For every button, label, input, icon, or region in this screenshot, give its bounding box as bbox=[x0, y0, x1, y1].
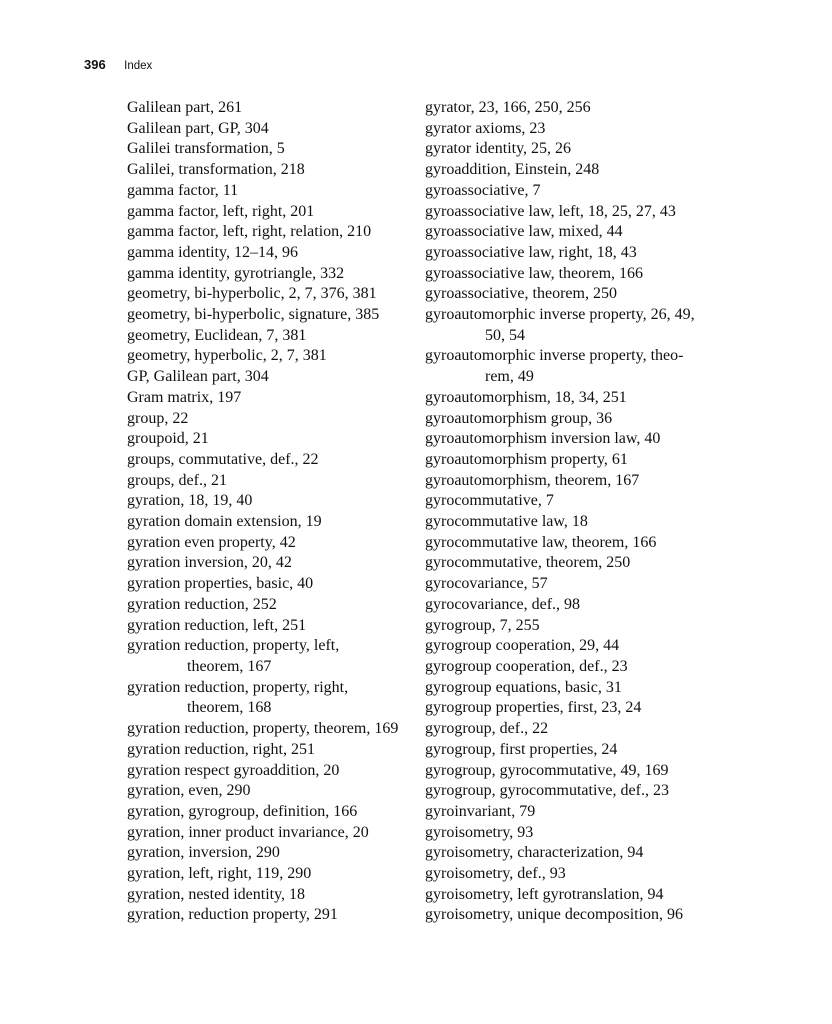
index-entry: gyroautomorphism inversion law, 40 bbox=[425, 430, 661, 448]
index-entry: gyration, nested identity, 18 bbox=[127, 885, 306, 903]
index-column-right bbox=[425, 98, 715, 926]
index-entry: gyroisometry, unique decomposition, 96 bbox=[425, 906, 684, 924]
index-entry: gyroautomorphic inverse property, 26, 49, bbox=[425, 306, 695, 324]
page-number: 396 bbox=[84, 57, 106, 72]
index-entry: gyrogroup, 7, 255 bbox=[425, 616, 540, 634]
index-entry: gyration, gyrogroup, definition, 166 bbox=[127, 802, 358, 820]
index-entry: group, 22 bbox=[127, 409, 189, 427]
index-entry: gyration reduction, property, right, bbox=[127, 678, 349, 696]
index-entry: gyrator axioms, 23 bbox=[425, 119, 546, 137]
index-entry: gyroisometry, left gyrotranslation, 94 bbox=[425, 885, 664, 903]
index-entry: geometry, bi-hyperbolic, signature, 385 bbox=[127, 306, 380, 324]
index-entry: gyration reduction, right, 251 bbox=[127, 740, 315, 758]
index-entry: gyroisometry, 93 bbox=[425, 823, 534, 841]
index-entry-continuation: theorem, 167 bbox=[187, 657, 272, 675]
index-entry: gyrogroup, gyrocommutative, 49, 169 bbox=[425, 761, 669, 779]
index-entry: gyrocommutative, theorem, 250 bbox=[425, 554, 631, 572]
index-entry: gamma identity, 12–14, 96 bbox=[127, 243, 298, 261]
index-entry: gyroinvariant, 79 bbox=[425, 802, 536, 820]
index-entry: Galilean part, 261 bbox=[127, 99, 243, 116]
index-entry: geometry, hyperbolic, 2, 7, 381 bbox=[127, 347, 327, 365]
index-entry-continuation: 50, 54 bbox=[485, 326, 525, 344]
index-entry: groupoid, 21 bbox=[127, 430, 209, 448]
index-entry: gyrogroup properties, first, 23, 24 bbox=[425, 699, 642, 717]
index-entry: gyrocommutative law, 18 bbox=[425, 513, 588, 531]
index-entry: gamma factor, left, right, relation, 210 bbox=[127, 223, 372, 241]
index-entry: Galilei transformation, 5 bbox=[127, 140, 285, 158]
index-entry: gyration respect gyroaddition, 20 bbox=[127, 761, 340, 779]
index-entry: gyration, inversion, 290 bbox=[127, 844, 280, 862]
index-entry: GP, Galilean part, 304 bbox=[127, 368, 269, 386]
index-entry: gyrator identity, 25, 26 bbox=[425, 140, 572, 158]
index-entry: gyroisometry, def., 93 bbox=[425, 865, 566, 883]
index-entry: gyration, even, 290 bbox=[127, 782, 251, 800]
index-entry: gyroassociative law, theorem, 166 bbox=[425, 264, 644, 282]
index-entry: gyration reduction, 252 bbox=[127, 595, 277, 613]
index-entry: gyrogroup, def., 22 bbox=[425, 720, 549, 738]
index-entry: gyration inversion, 20, 42 bbox=[127, 554, 292, 572]
index-entry: gyroautomorphism, 18, 34, 251 bbox=[425, 388, 627, 406]
index-entry: geometry, bi-hyperbolic, 2, 7, 376, 381 bbox=[127, 285, 377, 303]
index-entry: gamma factor, 11 bbox=[127, 181, 239, 199]
index-entry: gamma identity, gyrotriangle, 332 bbox=[127, 264, 345, 282]
index-entry: gyration, left, right, 119, 290 bbox=[127, 865, 312, 883]
index-entry-continuation: rem, 49 bbox=[485, 368, 534, 386]
index-entry: gyrogroup equations, basic, 31 bbox=[425, 678, 622, 696]
index-entry: gyroautomorphism property, 61 bbox=[425, 450, 628, 468]
index-entry: gyration, 18, 19, 40 bbox=[127, 492, 253, 510]
section-title: Index bbox=[124, 60, 153, 72]
running-header bbox=[84, 56, 152, 74]
index-entry: gamma factor, left, right, 201 bbox=[127, 202, 315, 220]
index-entry: gyrocovariance, 57 bbox=[425, 575, 548, 593]
index-entry: gyroassociative, theorem, 250 bbox=[425, 285, 617, 303]
index-entry: gyroisometry, characterization, 94 bbox=[425, 844, 644, 862]
index-entry: gyration even property, 42 bbox=[127, 533, 296, 551]
index-entry: gyration reduction, property, left, bbox=[127, 637, 340, 655]
index-entry: gyroautomorphism group, 36 bbox=[425, 409, 613, 427]
index-entry: groups, commutative, def., 22 bbox=[127, 450, 319, 468]
index-entry: gyration domain extension, 19 bbox=[127, 513, 322, 531]
index-entry: gyroaddition, Einstein, 248 bbox=[425, 161, 600, 179]
index-entry: gyration, reduction property, 291 bbox=[127, 906, 338, 924]
index-entry: geometry, Euclidean, 7, 381 bbox=[127, 326, 307, 344]
index-entry: gyrogroup, gyrocommutative, def., 23 bbox=[425, 782, 669, 800]
index-entry: gyrogroup cooperation, def., 23 bbox=[425, 657, 628, 675]
index-entry: gyrocovariance, def., 98 bbox=[425, 595, 581, 613]
index-entry: gyroassociative, 7 bbox=[425, 181, 541, 199]
index-entry: gyrogroup cooperation, 29, 44 bbox=[425, 637, 620, 655]
index-entry: gyrocommutative law, theorem, 166 bbox=[425, 533, 657, 551]
index-column-left bbox=[127, 98, 412, 926]
index-entry: gyration reduction, property, theorem, 169 bbox=[127, 720, 399, 738]
index-entry-continuation: theorem, 168 bbox=[187, 699, 272, 717]
index-entry: gyroassociative law, right, 18, 43 bbox=[425, 243, 637, 261]
index-entry: gyroautomorphism, theorem, 167 bbox=[425, 471, 640, 489]
index-entry: gyrogroup, first properties, 24 bbox=[425, 740, 618, 758]
index-entry: Galilean part, GP, 304 bbox=[127, 119, 269, 137]
index-entry: Galilei, transformation, 218 bbox=[127, 161, 305, 179]
index-entry: gyroautomorphic inverse property, theo- bbox=[425, 347, 684, 365]
index-entry: gyration, inner product invariance, 20 bbox=[127, 823, 369, 841]
index-entry: groups, def., 21 bbox=[127, 471, 227, 489]
index-entry: gyrocommutative, 7 bbox=[425, 492, 554, 510]
index-entry: gyroassociative law, left, 18, 25, 27, 43 bbox=[425, 202, 676, 220]
index-entry: gyrator, 23, 166, 250, 256 bbox=[425, 99, 591, 116]
index-entry: gyration properties, basic, 40 bbox=[127, 575, 314, 593]
index-entry: Gram matrix, 197 bbox=[127, 388, 242, 406]
index-entry: gyration reduction, left, 251 bbox=[127, 616, 307, 634]
index-entry: gyroassociative law, mixed, 44 bbox=[425, 223, 623, 241]
